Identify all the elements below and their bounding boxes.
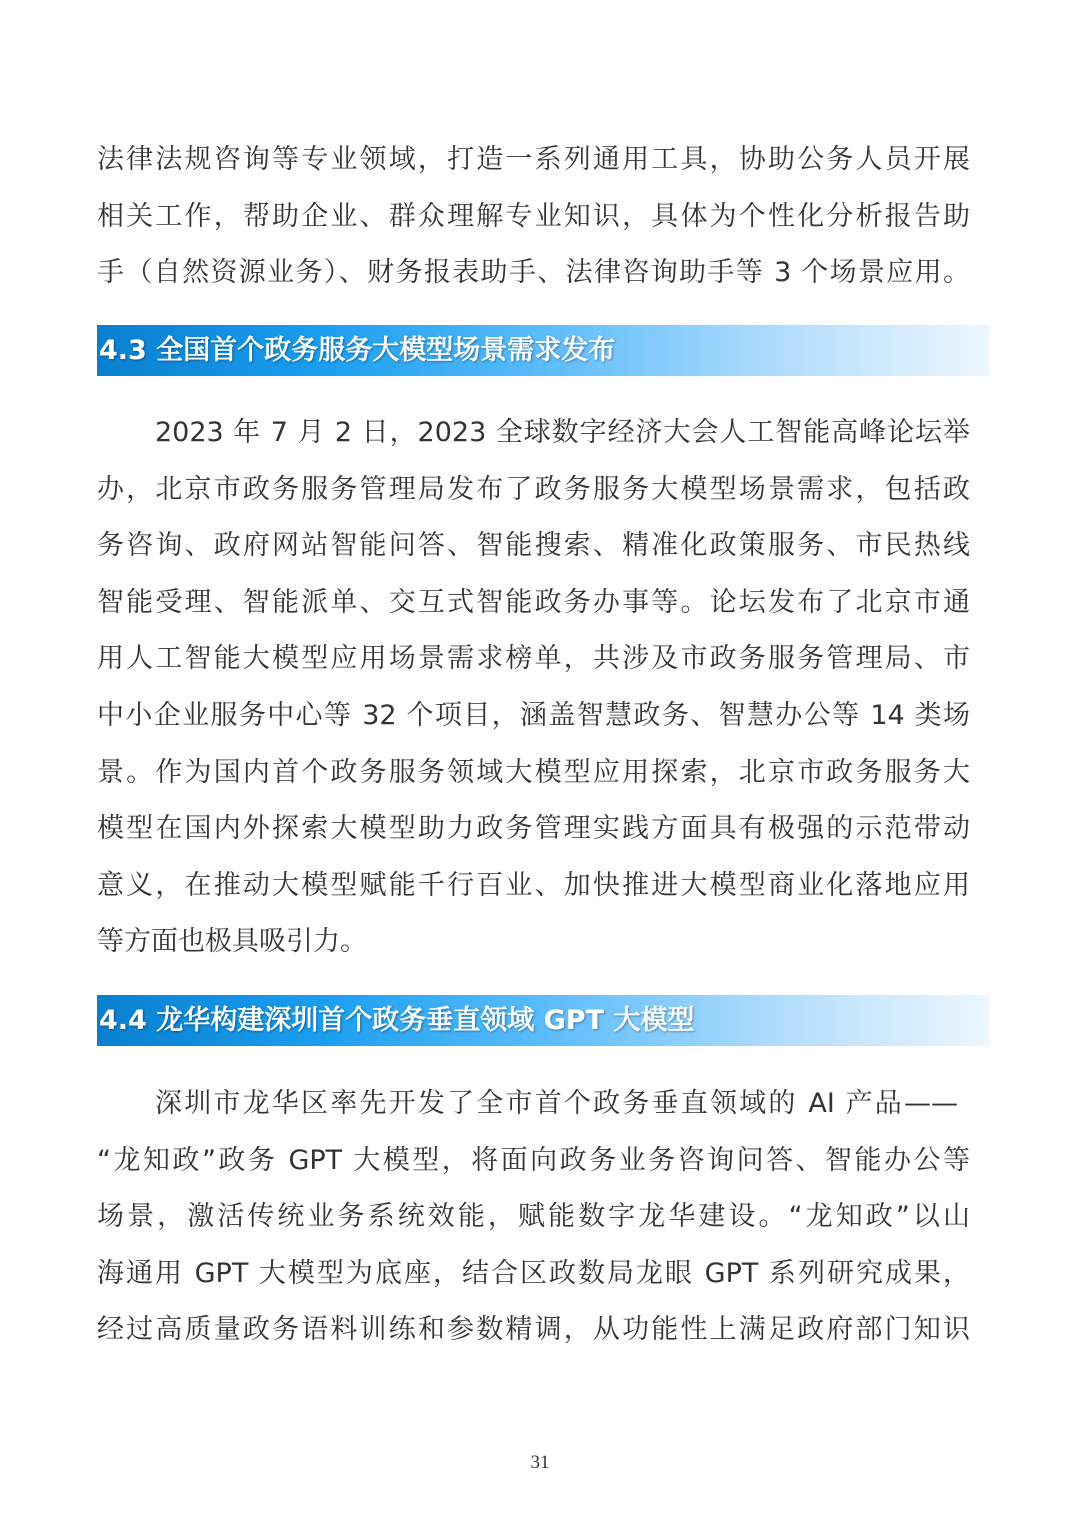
text-line: 等方面也极具吸引力。 [97,926,367,958]
text-line: 场景，激活传统业务系统效能，赋能数字龙华建设。“龙知政”以山 [97,1201,970,1233]
section-title: 4.4 龙华构建深圳首个政务垂直领域 GPT 大模型 [99,1005,695,1036]
text-line: 相关工作，帮助企业、群众理解专业知识，具体为个性化分析报告助 [97,200,970,232]
section-title: 4.3 全国首个政务服务大模型场景需求发布 [99,335,616,366]
paragraph-4-4 [97,1076,970,1359]
text-line: “龙知政”政务 GPT 大模型，将面向政务业务咨询问答、智能办公等 [97,1144,970,1176]
text-line: 智能受理、智能派单、交互式智能政务办事等。论坛发布了北京市通 [97,586,970,618]
text-line: 2023 年 7 月 2 日，2023 全球数字经济大会人工智能高峰论坛举 [155,417,970,448]
text-line: 深圳市龙华区率先开发了全市首个政务垂直领域的 AI 产品—— [155,1088,958,1119]
text-line: 中小企业服务中心等 32 个项目，涵盖智慧政务、智慧办公等 14 类场 [97,699,970,731]
text-line: 模型在国内外探索大模型助力政务管理实践方面具有极强的示范带动 [97,813,970,845]
section-heading-4-3 [97,325,990,376]
text-line: 办，北京市政务服务管理局发布了政务服务大模型场景需求，包括政 [97,473,970,505]
paragraph-top [97,132,970,302]
text-line: 用人工智能大模型应用场景需求榜单，共涉及市政务服务管理局、市 [97,643,970,675]
text-line: 景。作为国内首个政务服务领域大模型应用探索，北京市政务服务大 [97,756,970,788]
text-line: 经过高质量政务语料训练和参数精调，从功能性上满足政府部门知识 [97,1314,970,1346]
text-line: 务咨询、政府网站智能问答、智能搜索、精准化政策服务、市民热线 [97,530,970,562]
paragraph-4-3 [97,405,970,971]
page-number: 31 [530,1452,550,1473]
text-line: 意义，在推动大模型赋能千行百业、加快推进大模型商业化落地应用 [97,869,970,901]
text-line: 海通用 GPT 大模型为底座，结合区政数局龙眼 GPT 系列研究成果， [97,1257,970,1289]
section-heading-4-4 [97,995,990,1046]
text-line: 手（自然资源业务）、财务报表助手、法律咨询助手等 3 个场景应用。 [97,257,970,289]
text-line: 法律法规咨询等专业领域，打造一系列通用工具，协助公务人员开展 [97,144,970,175]
